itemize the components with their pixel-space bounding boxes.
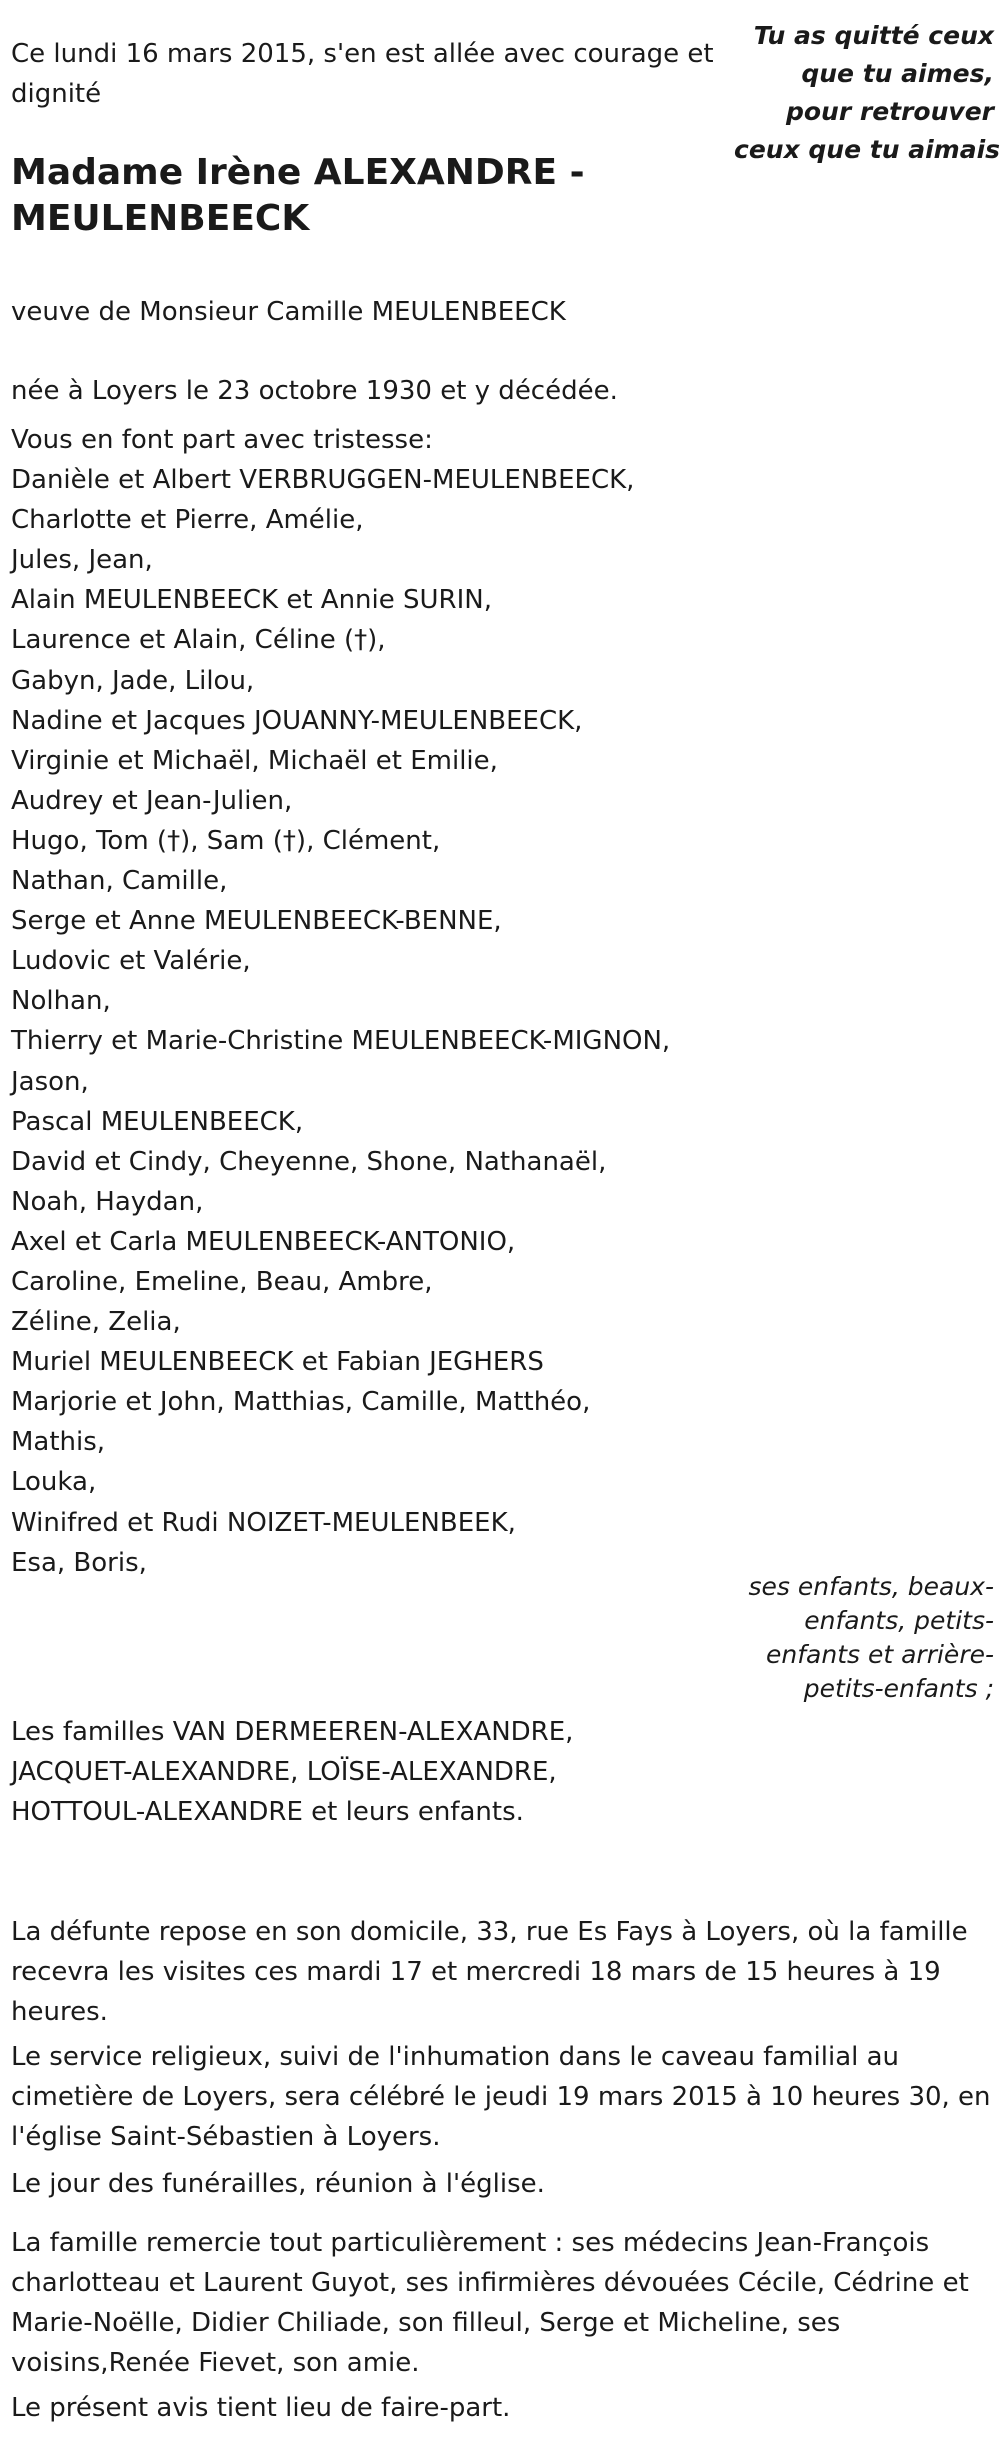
- family-line: Axel et Carla MEULENBEECK-ANTONIO,: [11, 1226, 516, 1257]
- family-line: Serge et Anne MEULENBEECK-BENNE,: [11, 906, 502, 937]
- intro-text: Ce lundi 16 mars 2015, s'en est allée avec courage et dignité: [11, 39, 714, 109]
- epitaph-line: que tu aimes,: [801, 59, 994, 88]
- service-paragraph: Le service religieux, suivi de l'inhumation dans le caveau familial au cimetière de Loyers, sera célébré le jeudi 19 mars 2015 à 10 heures 30, en l'église Saint-Sébastien à Loyers.: [11, 2042, 991, 2152]
- visitation-paragraph: La défunte repose en son domicile, 33, rue Es Fays à Loyers, où la famille recevra les visites ces mardi 17 et mercredi 18 mars de 15 heures à 19 heures.: [11, 1917, 968, 2027]
- family-line: Nathan, Camille,: [11, 866, 228, 897]
- family-line: Gabyn, Jade, Lilou,: [11, 665, 255, 696]
- epitaph-line: ceux que tu aimais: [734, 135, 1000, 164]
- birth-death-text: née à Loyers le 23 octobre 1930 et y décédée.: [11, 376, 618, 406]
- families-line: HOTTOUL-ALEXANDRE et leurs enfants.: [11, 1797, 524, 1827]
- family-line: Jules, Jean,: [11, 545, 153, 576]
- family-line: Laurence et Alain, Céline (†),: [11, 625, 386, 656]
- notice-paragraph: Le présent avis tient lieu de faire-part.: [11, 2393, 511, 2423]
- thanks-paragraph: La famille remercie tout particulièrement : ses médecins Jean-François charlotteau et Laurent Guyot, ses infirmières dévouées Cécile, Cédrine et Marie-Noëlle, Didier Chiliade, son filleul, Serge et Micheline, ses voisins,Renée Fievet, son amie.: [11, 2228, 969, 2378]
- family-line: Noah, Haydan,: [11, 1186, 204, 1217]
- family-line: Charlotte et Pierre, Amélie,: [11, 505, 364, 536]
- reunion-paragraph: Le jour des funérailles, réunion à l'église.: [11, 2169, 545, 2199]
- epitaph-line: pour retrouver: [785, 97, 994, 126]
- family-line: Nolhan,: [11, 986, 111, 1017]
- family-line: Hugo, Tom (†), Sam (†), Clément,: [11, 825, 441, 856]
- family-line: Vous en font part avec tristesse:: [11, 425, 433, 455]
- families-line: Les familles VAN DERMEEREN-ALEXANDRE,: [11, 1717, 574, 1747]
- family-line: Ludovic et Valérie,: [11, 946, 251, 977]
- family-line: Zéline, Zelia,: [11, 1307, 181, 1338]
- family-line: Muriel MEULENBEECK et Fabian JEGHERS: [11, 1347, 544, 1378]
- family-line: Virginie et Michaël, Michaël et Emilie,: [11, 745, 498, 776]
- epitaph-line: Tu as quitté ceux: [753, 21, 994, 50]
- deceased-name: Madame Irène ALEXANDRE - MEULENBEECK: [11, 152, 585, 239]
- family-list: [11, 420, 751, 1583]
- family-line: Louka,: [11, 1467, 97, 1498]
- family-line: Danièle et Albert VERBRUGGEN-MEULENBEECK,: [11, 465, 635, 496]
- family-line: Audrey et Jean-Julien,: [11, 785, 293, 816]
- widow-of-text: veuve de Monsieur Camille MEULENBEECK: [11, 297, 566, 327]
- family-line: Caroline, Emeline, Beau, Ambre,: [11, 1266, 433, 1297]
- extended-families: [11, 1712, 711, 1832]
- family-line: Mathis,: [11, 1427, 106, 1458]
- epitaph-quote: [734, 17, 1000, 169]
- family-line: Esa, Boris,: [11, 1547, 147, 1578]
- family-line: Thierry et Marie-Christine MEULENBEECK-MIGNON,: [11, 1026, 671, 1057]
- family-line: Pascal MEULENBEECK,: [11, 1106, 304, 1137]
- family-line: Alain MEULENBEECK et Annie SURIN,: [11, 585, 492, 616]
- families-line: JACQUET-ALEXANDRE, LOÏSE-ALEXANDRE,: [11, 1757, 557, 1787]
- family-line: David et Cindy, Cheyenne, Shone, Nathanaël,: [11, 1146, 607, 1177]
- family-line: Jason,: [11, 1066, 89, 1097]
- family-line: Winifred et Rudi NOIZET-MEULENBEEK,: [11, 1507, 516, 1538]
- family-line: Marjorie et John, Matthias, Camille, Matthéo,: [11, 1387, 591, 1418]
- family-line: Nadine et Jacques JOUANNY-MEULENBEECK,: [11, 705, 583, 736]
- relationship-note: ses enfants, beaux-enfants, petits-enfants et arrière-petits-enfants ;: [748, 1572, 994, 1703]
